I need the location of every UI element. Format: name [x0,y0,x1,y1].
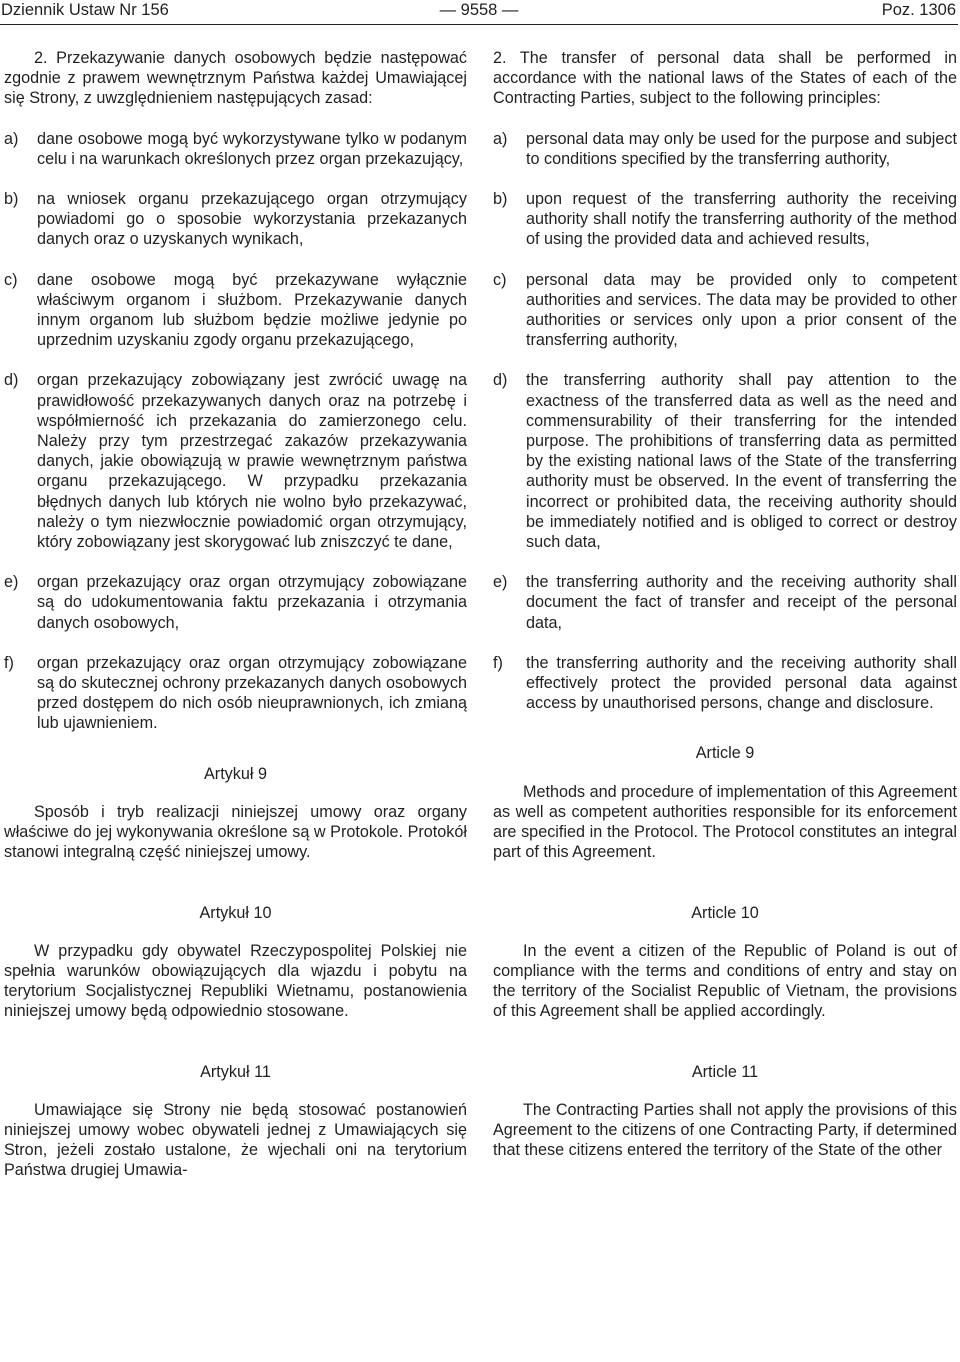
en-item-a [493,129,957,169]
pl-item-e-text: organ przekazujący oraz organ otrzymujący zobowiązane są do udokumentowania faktu przekazania i otrzymania danych osobowych, [37,573,467,632]
en-item-d-label: d) [493,371,508,390]
pl-item-e [4,572,467,633]
page-header [0,0,958,25]
pl-item-b [4,189,467,250]
en-item-c-text: personal data may be provided only to competent authorities and services. The data may be provided to other authorities or services only upon a prior consent of the transferring authority, [526,270,957,350]
pl-article10-text: W przypadku gdy obywatel Rzeczypospolitej Polskiej nie spełnia warunków obowiązujących dla wjazdu i pobytu na terytorium Socjalistycznej Republiki Wietnamu, postanowienia niniejszej umowy będą odpowiednio stosowane. [4,941,467,1021]
polish-column [4,48,467,1362]
en-item-e-label: e) [493,573,508,592]
pl-item-b-text: na wniosek organu przekazującego organ otrzymujący powiadomi go o sposobie wykorzystania przekazanych danych oraz o uzyskanych wynikach, [37,190,467,249]
pl-item-d [4,370,467,552]
en-item-d-text: the transferring authority shall pay attention to the exactness of the transferred data as well as the need and commensurability of their transferring for the intended purpose. The prohibitions of transferring data as permitted by the existing national laws of the State of the transferring authority must be observed. In the event of transferring the incorrect or prohibited data, the receiving authority should be immediately notified and is obliged to correct or destroy such data, [526,371,957,552]
en-article9-title: Article 9 [695,744,755,763]
en-intro: 2. The transfer of personal data shall be performed in accordance with the national laws of the States of each of the Contracting Parties, subject to the following principles: [493,49,957,108]
pl-item-a [4,129,467,169]
english-column [493,48,957,1362]
en-article9-text: Methods and procedure of implementation of this Agreement as well as competent authorities responsible for its enforcement are specified in the Protocol. The Protocol constitutes an integral part of this Agreement. [493,782,957,862]
en-item-f [493,653,957,714]
pl-item-b-label: b) [4,190,19,209]
en-item-f-text: the transferring authority and the receiving authority shall effectively protect the provided personal data against access by unauthorised persons, change and disclosure. [526,653,957,713]
en-item-a-text: personal data may only be used for the purpose and subject to conditions specified by the transferring authority, [526,129,957,168]
en-article10-title: Article 10 [691,903,759,922]
pl-item-e-label: e) [4,573,19,592]
en-item-d [493,370,957,552]
position-number: Poz. 1306 [881,1,956,19]
pl-article11-text: Umawiające się Strony nie będą stosować postanowień niniejszej umowy wobec obywateli jednej z Umawiających się Stron, jeżeli zostało ustalone, że wjechali oni na terytorium Państwa drugiej Umawia- [4,1100,467,1180]
en-item-f-label: f) [493,653,503,672]
en-item-c-label: c) [493,270,507,289]
en-article11-title: Article 11 [691,1062,759,1081]
pl-item-f [4,653,467,734]
en-item-c [493,270,957,351]
pl-item-d-label: d) [4,371,19,390]
pl-item-f-text: organ przekazujący oraz organ otrzymujący zobowiązane są do skutecznej ochrony przekazanych danych osobowych przed dostępem do nich osób nieuprawnionych, ich zmianą lub ujawnieniem. [37,653,467,733]
page-number: — 9558 — [439,1,519,19]
pl-article9-text: Sposób i tryb realizacji niniejszej umowy oraz organy właściwe do jej wykonywania określone są w Protokole. Protokół stanowi integralną część niniejszej umowy. [4,802,467,862]
pl-item-c [4,270,467,351]
pl-item-f-label: f) [4,653,14,672]
pl-intro: 2. Przekazywanie danych osobowych będzie następować zgodnie z prawem wewnętrznym Państwa każdej Umawiającej się Strony, z uwzględnieniem następujących zasad: [4,49,467,108]
en-article10-text: In the event a citizen of the Republic of Poland is out of compliance with the terms and conditions of entry and stay on the territory of the Socialist Republic of Vietnam, the provisions of this Agreement shall be applied accordingly. [493,941,957,1021]
pl-article9-title: Artykuł 9 [204,764,267,783]
pl-item-d-text: organ przekazujący zobowiązany jest zwrócić uwagę na prawidłowość przekazywanych danych oraz na potrzebę i współmierność ich przekazania do zamierzonego celu. Należy przy tym przestrzegać zakazów przekazywania danych, jakie obowiązują w prawie wewnętrznym państwa organu przekazującego. W przypadku przekazania błędnych danych lub których nie wolno było przekazywać, należy o tym niezwłocznie powiadomić organ otrzymujący, który zobowiązany jest skorygować lub zniszczyć te dane, [37,371,467,552]
pl-article11-title: Artykuł 11 [200,1062,271,1081]
en-item-b-label: b) [493,190,508,209]
pl-item-a-text: dane osobowe mogą być wykorzystywane tylko w podanym celu i na warunkach określonych przez organ przekazujący, [37,129,467,168]
pl-item-c-label: c) [4,270,18,289]
journal-title: Dziennik Ustaw Nr 156 [1,1,169,19]
en-item-e [493,572,957,633]
en-article11-text: The Contracting Parties shall not apply the provisions of this Agreement to the citizens of one Contracting Party, if determined that these citizens entered the territory of the State of the other [493,1100,957,1160]
pl-item-a-label: a) [4,129,19,148]
en-item-b [493,189,957,250]
pl-item-c-text: dane osobowe mogą być przekazywane wyłącznie właściwym organom i służbom. Przekazywanie danych innym organom lub służbom będzie możliwe jedynie po uprzednim uzyskaniu zgody organu przekazującego, [37,270,467,350]
pl-article10-title: Artykuł 10 [199,903,272,922]
en-item-a-label: a) [493,129,508,148]
en-item-b-text: upon request of the transferring authority the receiving authority shall notify the transferring authority of the method of using the provided data and achieved results, [526,190,957,249]
en-item-e-text: the transferring authority and the receiving authority shall document the fact of transfer and receipt of the personal data, [526,573,957,632]
